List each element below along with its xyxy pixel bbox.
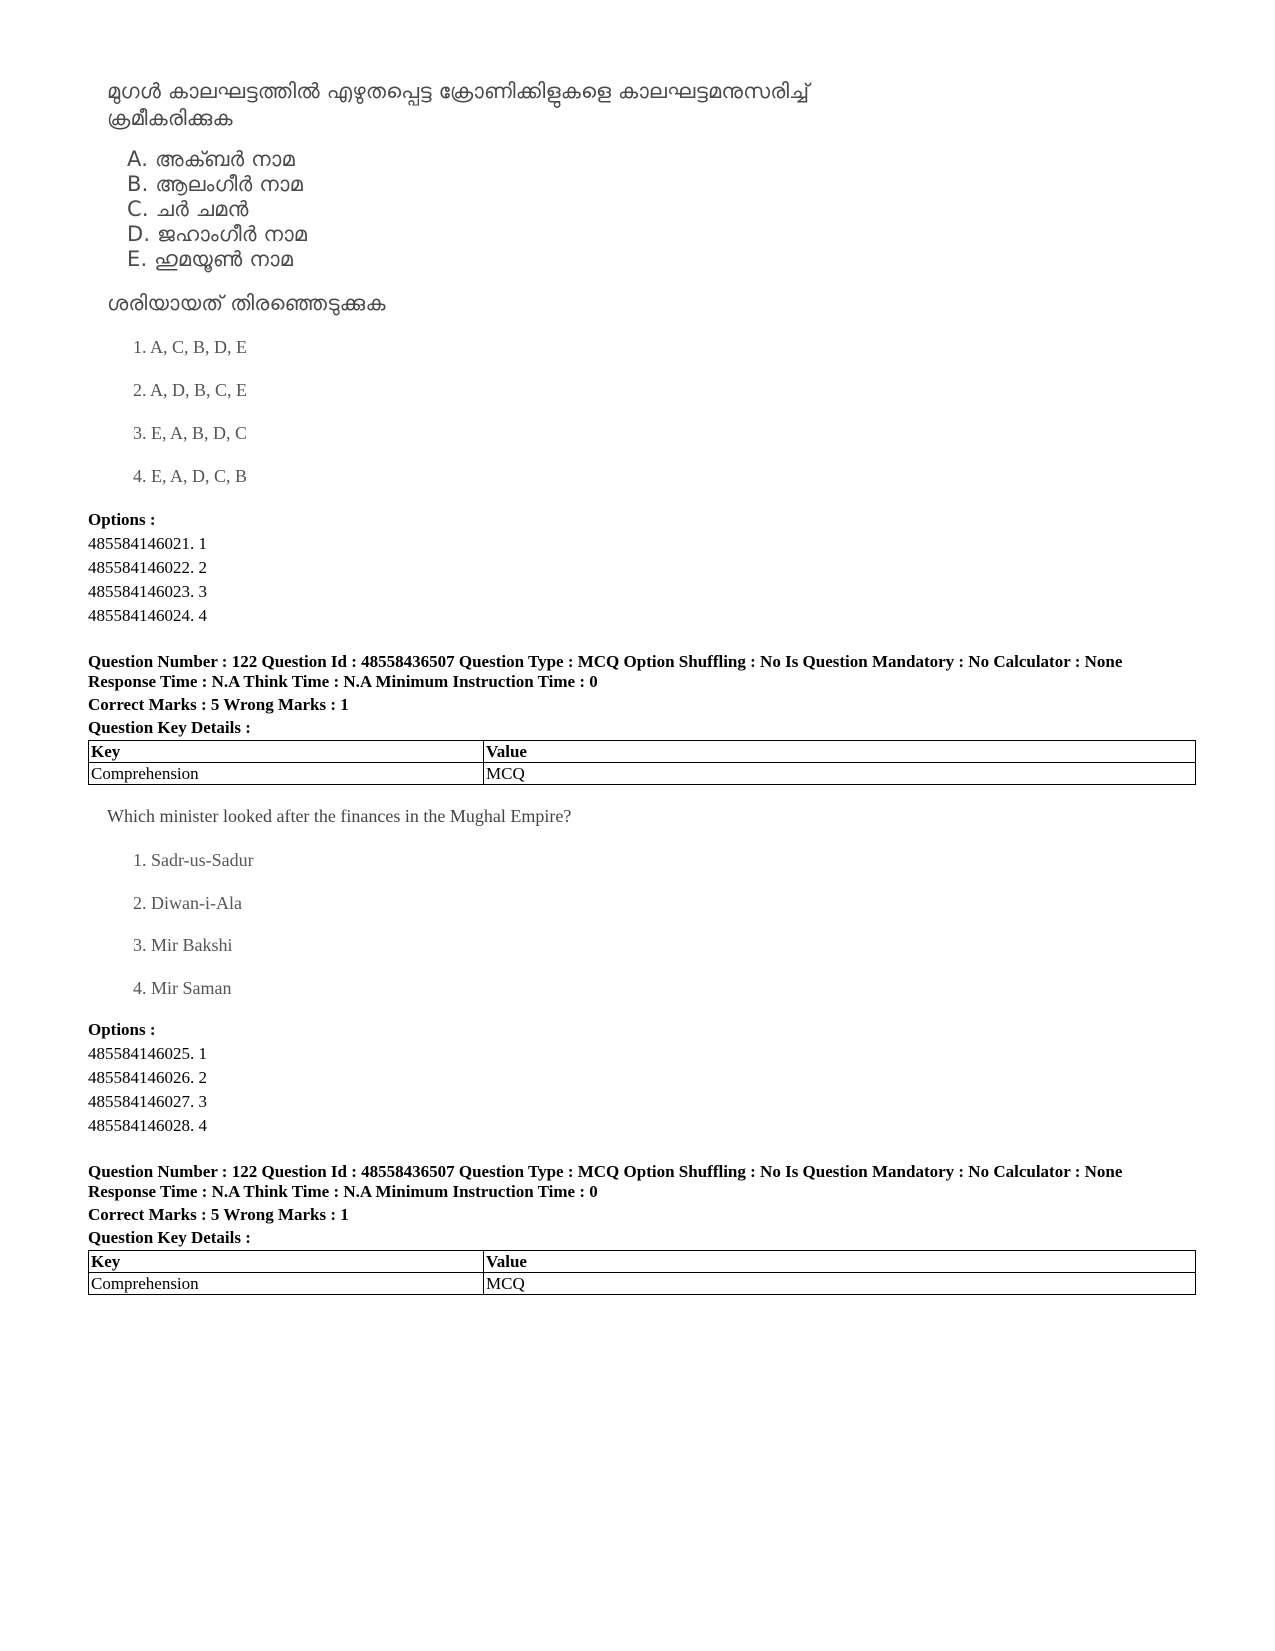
q2-question: Which minister looked after the finances in the Mughal Empire? bbox=[107, 806, 572, 826]
q2-choice: 1. Sadr-us-Sadur bbox=[133, 850, 254, 870]
table-header-value: Value bbox=[484, 1251, 1196, 1273]
option-row: 485584146026. 2 bbox=[88, 1068, 207, 1087]
q1-choice: 2. A, D, B, C, E bbox=[133, 380, 248, 400]
q1-item: E. ഹുമയൂൺ നാമ bbox=[127, 247, 294, 271]
question-key-table bbox=[88, 1250, 1196, 1295]
q2-options bbox=[88, 1018, 1196, 1138]
table-cell-value: MCQ bbox=[484, 763, 1196, 785]
question-meta bbox=[88, 1162, 1196, 1248]
meta-line: Response Time : N.A Think Time : N.A Minimum Instruction Time : 0 bbox=[88, 672, 598, 691]
meta-line: Response Time : N.A Think Time : N.A Minimum Instruction Time : 0 bbox=[88, 1182, 598, 1201]
q1-item: D. ജഹാംഗീർ നാമ bbox=[127, 222, 308, 246]
option-row: 485584146025. 1 bbox=[88, 1044, 207, 1063]
meta-line: Question Number : 122 Question Id : 48558436507 Question Type : MCQ Option Shuffling : No Is Question Mandatory : No Calculator : None bbox=[88, 1162, 1123, 1181]
table-cell-key: Comprehension bbox=[89, 763, 484, 785]
table-cell-value: MCQ bbox=[484, 1273, 1196, 1295]
question-meta bbox=[88, 652, 1196, 738]
marks-line: Correct Marks : 5 Wrong Marks : 1 bbox=[88, 1205, 349, 1224]
q1-instruction: ശരിയായത് തിരഞ്ഞെടുക്കുക bbox=[107, 291, 386, 315]
q2-choice: 4. Mir Saman bbox=[133, 978, 232, 998]
q1-choice: 1. A, C, B, D, E bbox=[133, 337, 248, 357]
option-row: 485584146024. 4 bbox=[88, 606, 207, 625]
option-row: 485584146027. 3 bbox=[88, 1092, 207, 1111]
table-row bbox=[89, 763, 1196, 785]
q1-items bbox=[127, 147, 307, 272]
marks-line: Correct Marks : 5 Wrong Marks : 1 bbox=[88, 695, 349, 714]
table-header-row bbox=[89, 741, 1196, 763]
meta-line: Question Number : 122 Question Id : 48558436507 Question Type : MCQ Option Shuffling : No Is Question Mandatory : No Calculator : None bbox=[88, 652, 1123, 671]
key-details-label: Question Key Details : bbox=[88, 718, 251, 737]
option-row: 485584146022. 2 bbox=[88, 558, 207, 577]
q1-item: C. ചർ ചമൻ bbox=[127, 197, 249, 221]
q1-item: A. അക്ബർ നാമ bbox=[127, 147, 295, 171]
options-label: Options : bbox=[88, 510, 156, 529]
q1-item: B. ആലംഗീർ നാമ bbox=[127, 172, 303, 196]
table-row bbox=[89, 1273, 1196, 1295]
option-row: 485584146021. 1 bbox=[88, 534, 207, 553]
option-row: 485584146023. 3 bbox=[88, 582, 207, 601]
table-header-value: Value bbox=[484, 741, 1196, 763]
q2-choice: 2. Diwan-i-Ala bbox=[133, 893, 242, 913]
option-row: 485584146028. 4 bbox=[88, 1116, 207, 1135]
table-header-key: Key bbox=[89, 1251, 484, 1273]
q1-question bbox=[107, 78, 1107, 132]
q1-options bbox=[88, 508, 1196, 628]
q1-choice: 3. E, A, B, D, C bbox=[133, 423, 248, 443]
q1-choice: 4. E, A, D, C, B bbox=[133, 466, 248, 486]
question-key-table bbox=[88, 740, 1196, 785]
table-cell-key: Comprehension bbox=[89, 1273, 484, 1295]
table-header-row bbox=[89, 1251, 1196, 1273]
q2-choice: 3. Mir Bakshi bbox=[133, 935, 233, 955]
q1-question-line: മുഗൾ കാലഘട്ടത്തിൽ എഴുതപ്പെട്ട ക്രോണിക്കിളുകളെ കാലഘട്ടമനുസരിച്ച് bbox=[107, 79, 810, 103]
q1-question-line: ക്രമീകരിക്കുക bbox=[107, 106, 233, 130]
options-label: Options : bbox=[88, 1020, 156, 1039]
key-details-label: Question Key Details : bbox=[88, 1228, 251, 1247]
table-header-key: Key bbox=[89, 741, 484, 763]
